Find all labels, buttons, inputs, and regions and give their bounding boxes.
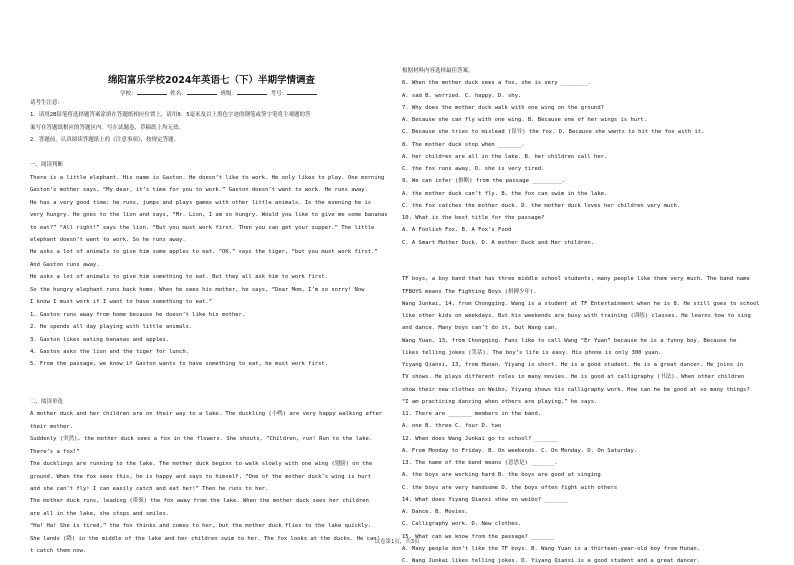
right-text-line: C. Calligraphy work. D. New clothes.	[402, 521, 522, 528]
left-text-line: 请考生注意：	[30, 100, 64, 106]
left-text-line: And Gaston runs away.	[30, 261, 100, 268]
left-text-line: There is a little elephant. His name is Gaston. He doesn’t like to work. He only likes to play. One morning	[30, 174, 385, 181]
right-text-line: and dance. Many boys can’t do it, but Wang can.	[402, 325, 558, 332]
right-text-line: “I am practicing dancing when others are playing.” he says.	[402, 398, 598, 405]
right-text-line: Yiyang Qianxi, 13, from Hunan. Yiyang is short. He is a good student. He is a great dancer. He joins in	[402, 362, 744, 368]
right-text-line: C. the fox catches the mother duck. D. the mother duck loves her children very much.	[402, 202, 681, 209]
school-label: 学校：	[120, 91, 137, 97]
right-text-line: TV shows. He plays different roles in many movies. He is good at calligraphy (书法). When other children	[402, 374, 745, 381]
right-text-line: A. sad B. worried. C. happy. D. shy.	[402, 92, 522, 99]
left-text-line: 一、阅读判断	[30, 162, 64, 169]
right-text-line: 根据材料内容选择最佳答案。	[402, 68, 474, 74]
student-info-line	[120, 88, 317, 97]
left-text-line: He asks a lot of animals to give him something to eat. But they all ask him to work first.	[30, 274, 329, 281]
right-text-line: TFBOYS means The Fighting Boys (拼搏少年).	[402, 288, 537, 295]
left-text-line: Suddenly (突然), the mother duck sees a fox in the flowers. She shouts, “Children, run! Run to the lake.	[30, 436, 373, 443]
left-text-line: There’s a fox!”	[30, 448, 80, 455]
page-title: 绵阳富乐学校2024年英语七（下）半期学情调查	[108, 75, 315, 86]
right-text-line: likes telling jokes (笑话). The boy’s life is easy. His phone is only 300 yuan.	[402, 349, 662, 356]
left-text-line: elephant doesn’t want to work. So he runs away.	[30, 236, 186, 243]
left-text-line: and she can’t fly! I can easily catch and eat her!” Then he runs to her.	[30, 485, 269, 492]
right-text-line: A. Because she can fly with one wing. B. Because one of her wings is hurt.	[402, 117, 648, 123]
left-text-line: 1．请用2B铅笔将选择题答案涂填在答题纸相应位置上，请用0．5毫米及以上黑色字迹的钢笔或签字笔将主观题的答	[30, 112, 311, 119]
left-text-line: So the hungry elephant runs back home. When he sees his mother, he says, “Dear Mom, I’m so sorry! Now	[30, 286, 365, 293]
right-text-line: A. the mother duck can’t fly. B. the fox can swim in the lake.	[402, 190, 608, 197]
left-text-line: t catch them now.	[30, 548, 87, 555]
left-text-line: 2. He spends all day playing with little animals.	[30, 324, 193, 331]
left-text-line: The ducklings are running to the lake. The mother duck begins to walk slowly with one wing (翅膀) on the	[30, 461, 373, 468]
name-label: 姓名：	[170, 91, 187, 97]
right-text-line: 7. Why does the mother duck walk with one wing on the ground?	[402, 104, 604, 111]
right-text-line: A. A Foolish Fox. B. A Fox’s Food	[402, 227, 512, 234]
left-text-line: 二、阅读单选	[30, 398, 64, 405]
right-text-line: 15. What can we know from the passage? _______	[402, 533, 555, 540]
left-text-line: Gaston’s mother says, “My dear, it’s time for you to work.” Gaston doesn’t want to work. He runs away.	[30, 187, 368, 194]
name-blank[interactable]	[187, 88, 217, 95]
left-text-line: The mother duck runs, leading (带领) the fox away from the lake. When the mother duck sees her children	[30, 498, 369, 505]
right-text-line: A. the boys are working hard B. the boys are good at singing	[402, 472, 601, 479]
page-footer: 试卷第1页，共3页	[374, 539, 420, 545]
right-text-line: A. one B. three C. four D. two	[402, 423, 502, 430]
number-blank[interactable]	[287, 88, 317, 95]
left-text-line: “Ha! Ha! She is tired,” the fox thinks and comes to her, but the mother duck flies to the lake quickly.	[30, 523, 372, 530]
left-text-line: to eat?” “All right!” says the lion. “But you must work first. Then you can get your supper.” The little	[30, 224, 375, 231]
right-text-line: Wang Yuan, 13, from Chongqing. Fans like to call Wang “Er Yuan” because he is a funny boy. Because he	[402, 337, 737, 344]
right-text-line: C. Wang Junkai likes telling jokes. D. Yiyang Qianxi is a good student and a great dancer.	[402, 558, 701, 564]
left-text-line: very hungry. He goes to the lion and says, “Mr. Lion, I am so hungry. Would you like to give me some bananas	[30, 212, 388, 219]
class-label: 班级：	[220, 91, 238, 97]
right-text-line: A. From Monday to Friday. B. On weekends. C. On Monday. D. On Saturday.	[402, 447, 638, 454]
right-text-line: A. Dance. B. Movies.	[402, 509, 469, 515]
right-text-line: A. her children are all in the lake. B. her children call her.	[402, 153, 608, 160]
right-text-line: like other kids on weekdays. But his weekends are busy with training (训练) classes. He learns how to sing	[402, 313, 751, 319]
right-text-line: C. Because she tries to mislead (误导) the fox. D. Because she wants to hit the fox with it.	[402, 129, 705, 136]
right-text-line: 11. There are _______ members in the band.	[402, 411, 542, 417]
right-text-line: 14. What does Yiyang Qianxi show on weibo? _______	[402, 496, 568, 503]
right-text-line: 8. The mother duck stop when _______.	[402, 141, 525, 148]
right-text-line: show their new clothes on Weibo, Yiyang shows his calligraphy work. How can he be good at so many things?	[402, 386, 750, 393]
left-text-line: 4. Gaston asks the lion and the tiger for lunch.	[30, 349, 189, 355]
right-text-line: 12. When does Wang Junkai go to school? _______	[402, 435, 558, 442]
right-text-line: 10. What is the best title for the passage?	[402, 215, 545, 221]
right-text-line: 13. The name of the band means (意思是) _______.	[402, 460, 558, 466]
right-text-line: Wang Junkai, 14, from Chongqing. Wang is a student at TF Entertainment when he is 8. He still goes to school	[402, 300, 760, 307]
right-text-line: C. A Smart Mother Duck. D. A mother Duck and Her children.	[402, 239, 595, 246]
right-text-line: C. the fox runs away. D. she is very tired.	[402, 166, 545, 172]
school-blank[interactable]	[137, 88, 167, 95]
left-text-line: 3. Gaston likes eating bananas and apples.	[30, 336, 170, 343]
right-text-line: A. Many people don’t like the TF boys. B. Wang Yuan is a thirteen-year-old boy from Hunan.	[402, 545, 701, 552]
left-text-line: 2．答题前，认真阅读答题纸上的《注意事项》，按规定答题。	[30, 137, 180, 144]
right-text-line: 9. We can infer (推断) from the passage _________.	[402, 178, 566, 185]
left-text-line: 案写在答题纸相应的答题区内。写在试题卷、草稿纸上均无效。	[30, 124, 185, 131]
left-text-line: are all in the lake, she stops and smiles.	[30, 510, 170, 517]
left-text-line: He asks a lot of animals to give him some apples to eat. “OK,” says the tiger, “but you must work first.”	[30, 249, 378, 256]
left-text-line: He has a very good time: he runs, jumps and plays games with other little animals. In the evening he is	[30, 199, 372, 206]
left-text-line: I know I must work if I want to have something to eat.”	[30, 299, 213, 306]
number-label: 考号：	[270, 91, 288, 97]
right-text-line: C. the boys are very handsome D. the boys often fight with others	[402, 484, 618, 491]
left-text-line: 5. From the passage, we know if Gaston wants to have something to eat, he must work first.	[30, 361, 329, 368]
right-text-line: TF boys, a boy band that has three middle school students, many people like them very much. The band name	[402, 276, 750, 283]
left-text-line: 1. Gaston runs away from home because he doesn’t like his mother.	[30, 311, 246, 318]
left-text-line: She lands (降) in the middle of the lake and her children swim to her. The fox looks at the ducks. He can’	[30, 535, 380, 542]
left-text-line: ground. When the fox sees this, he is happy and says to himself, “One of the mother duck’s wing is hurt	[30, 473, 372, 480]
right-text-line: 6. When the mother duck sees a fox, she is very ________.	[402, 80, 591, 87]
left-text-line: their mother.	[30, 423, 74, 430]
class-blank[interactable]	[237, 88, 267, 95]
left-text-line: A mother duck and her children are on their way to a lake. The duckling (小鸭) are very happy walking after	[30, 411, 383, 418]
